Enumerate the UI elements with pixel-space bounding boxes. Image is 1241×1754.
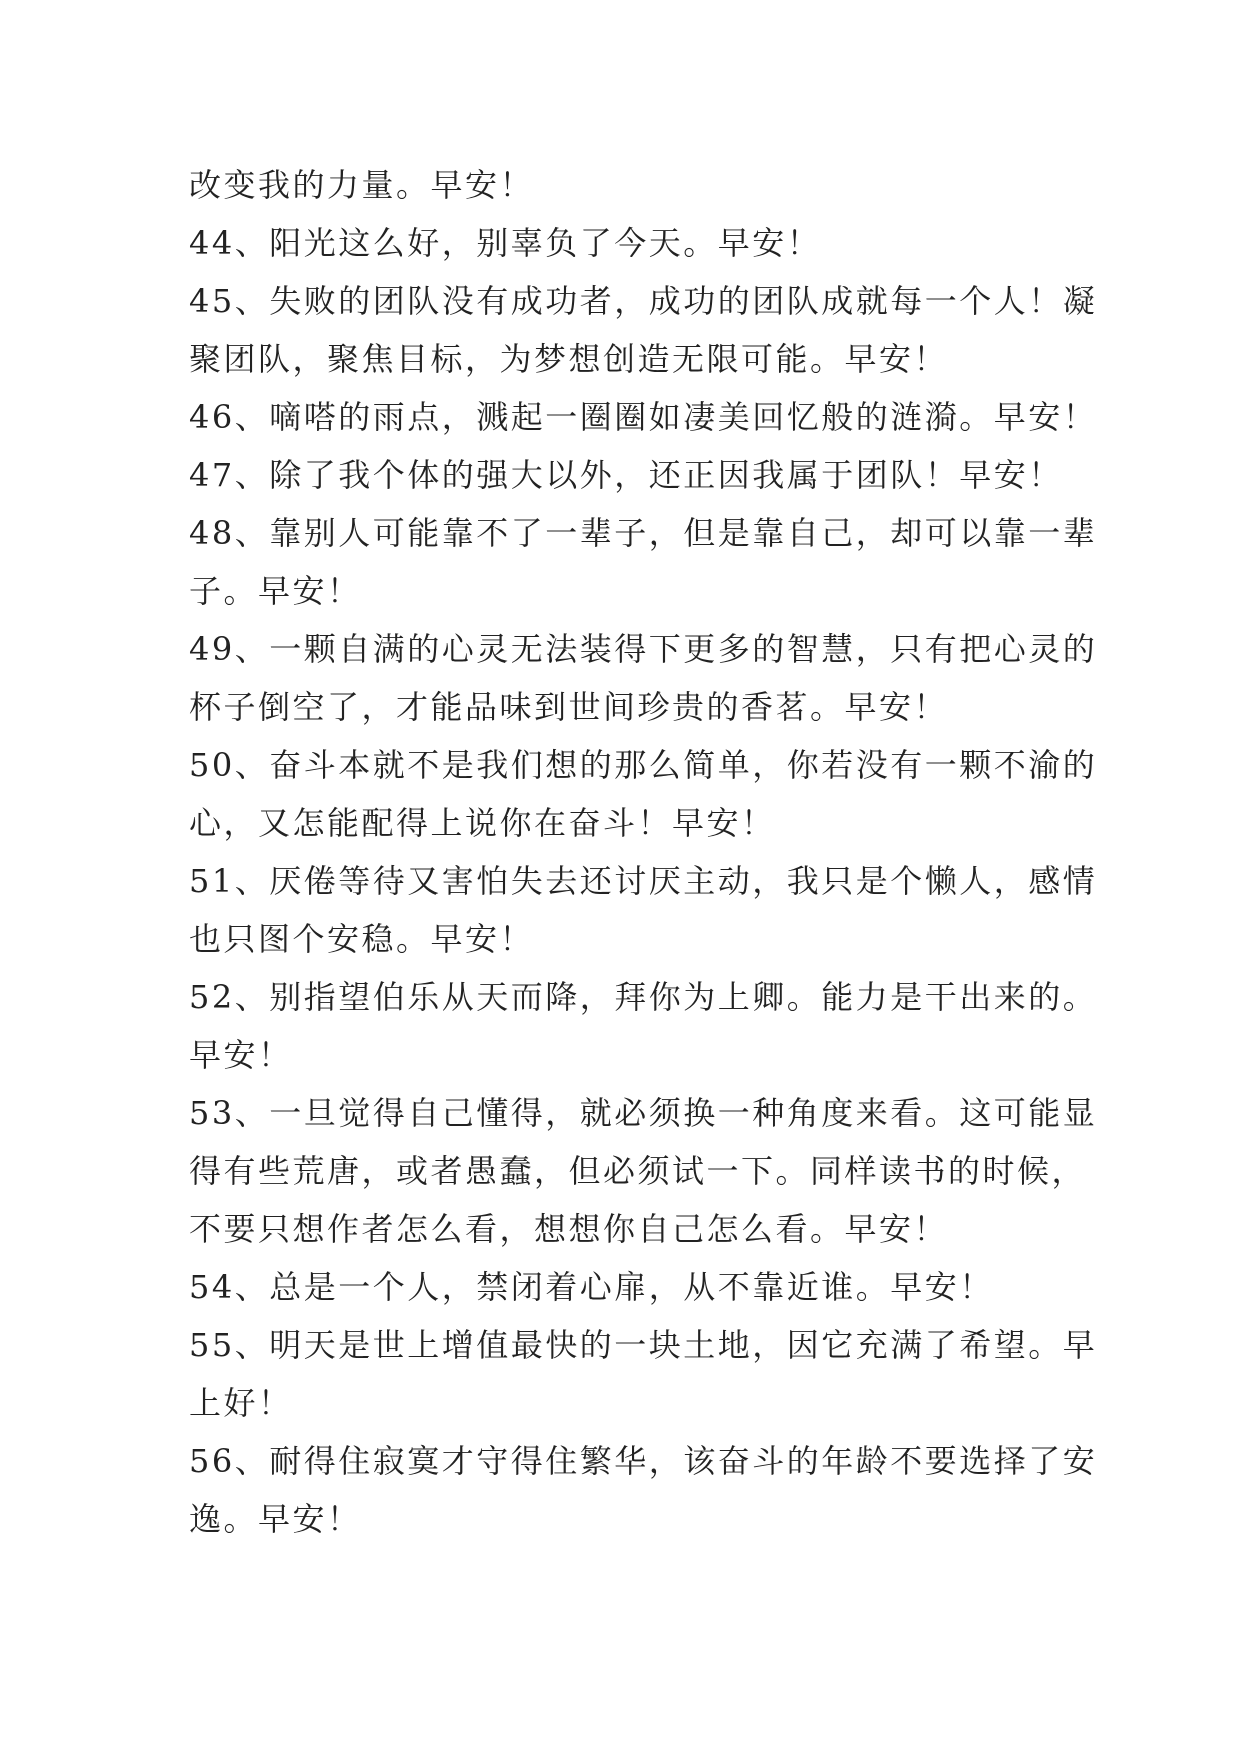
text-line: 逸。早安！	[189, 1500, 362, 1538]
text-line: 48、靠别人可能靠不了一辈子，但是靠自己，却可以靠一辈	[189, 514, 1098, 552]
text-line: 也只图个安稳。早安！	[189, 920, 535, 958]
text-line: 46、嘀嗒的雨点，溅起一圈圈如凄美回忆般的涟漪。早安！	[189, 398, 1098, 436]
text-line: 杯子倒空了，才能品味到世间珍贵的香茗。早安！	[189, 688, 949, 726]
text-line: 心，又怎能配得上说你在奋斗！早安！	[189, 804, 776, 842]
text-line: 47、除了我个体的强大以外，还正因我属于团队！早安！	[189, 456, 1063, 494]
text-line: 上好！	[189, 1384, 293, 1422]
text-line: 聚团队，聚焦目标，为梦想创造无限可能。早安！	[189, 340, 949, 378]
text-line: 49、一颗自满的心灵无法装得下更多的智慧，只有把心灵的	[189, 630, 1098, 668]
text-body	[189, 156, 1098, 1548]
text-line: 50、奋斗本就不是我们想的那么简单，你若没有一颗不渝的	[189, 746, 1098, 784]
text-line: 得有些荒唐，或者愚蠢，但必须试一下。同样读书的时候，	[189, 1152, 1087, 1190]
text-line: 早安！	[189, 1036, 293, 1074]
text-line: 55、明天是世上增值最快的一块土地，因它充满了希望。早	[189, 1326, 1098, 1364]
text-line: 45、失败的团队没有成功者，成功的团队成就每一个人！凝	[189, 282, 1098, 320]
text-line: 56、耐得住寂寞才守得住繁华，该奋斗的年龄不要选择了安	[189, 1442, 1098, 1480]
text-line: 改变我的力量。早安！	[189, 166, 535, 204]
text-line: 53、一旦觉得自己懂得，就必须换一种角度来看。这可能显	[189, 1094, 1098, 1132]
text-line: 51、厌倦等待又害怕失去还讨厌主动，我只是个懒人，感情	[189, 862, 1098, 900]
text-line: 不要只想作者怎么看，想想你自己怎么看。早安！	[189, 1210, 949, 1248]
text-line: 44、阳光这么好，别辜负了今天。早安！	[189, 224, 822, 262]
text-line: 54、总是一个人，禁闭着心扉，从不靠近谁。早安！	[189, 1268, 994, 1306]
text-line: 52、别指望伯乐从天而降，拜你为上卿。能力是干出来的。	[189, 978, 1098, 1016]
text-line: 子。早安！	[189, 572, 362, 610]
